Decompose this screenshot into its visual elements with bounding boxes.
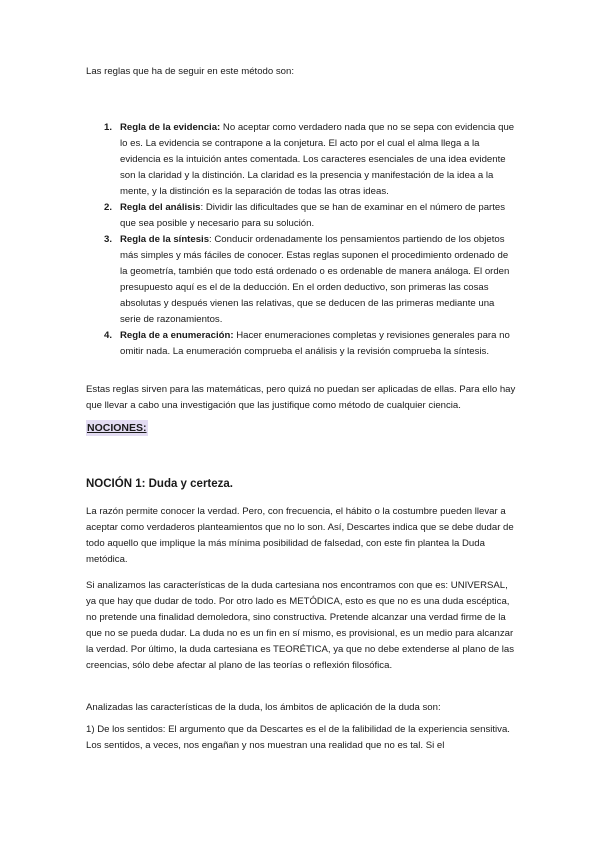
paragraph-razon: La razón permite conocer la verdad. Pero, con frecuencia, el hábito o la costumbre pueden llevar a aceptar como verdaderos planteamientos que no lo son. Así, Descartes indica que se debe dudar de todo aquello que implique la más mínima posibilidad de falsedad, con este fin plantea la Duda metódica. (86, 506, 514, 565)
rule-number: 4. (104, 330, 113, 341)
paragraph-caracteristicas: Si analizamos las características de la duda cartesiana nos encontramos con que es: UNIVERSAL, ya que hay que dudar de todo. Por otro lado es METÓDICA, esto es que no es una duda escéptica, no pretende una finalidad demoledora, sino constructiva. Pretende alcanzar una verdad firme de la que no se pueda dudar. La duda no es un fin en sí mismo, es provisional, es un medio para alcanzar la verdad. Por último, la duda cartesiana es TEORÉTICA, ya que no debe extenderse al plano de las creencias, sólo debe afectar al plano de las teorías o reflexión filosófica. (86, 580, 515, 671)
rule-text: No aceptar como verdadero nada que no se sepa con evidencia que lo es. La evidencia se contrapone a la conjetura. El acto por el cual el alma llega a la evidencia es la intuición antes comentada. Los caracteres esenciales de una idea evidente son la claridad y la distinción. La claridad es la presencia y manifestación de la idea a la mente, y la distinción es la separación de todas las otras ideas. (120, 122, 515, 197)
rule-text: Hacer enumeraciones completas y revisiones generales para no omitir nada. La enumeración comprueba el análisis y la revisión comprueba la síntesis. (120, 330, 510, 357)
rule-number: 1. (104, 122, 113, 133)
paragraph-sentidos: 1) De los sentidos: El argumento que da Descartes es el de la falibilidad de la experiencia sensitiva. Los sentidos, a veces, nos engañan y nos muestran una realidad que no es tal. Si el (86, 724, 510, 751)
rule-title: Regla del análisis (120, 202, 201, 213)
rule-enumeracion (0, 328, 516, 360)
rule-text: : Dividir las dificultades que se han de examinar en el número de partes que sea posible y necesario para su solución. (120, 202, 506, 229)
rule-title: Regla de la evidencia: (120, 122, 221, 133)
rule-evidencia (0, 120, 516, 200)
rule-title: Regla de la síntesis (120, 234, 210, 245)
rule-number: 2. (104, 202, 113, 213)
notion-1-title: NOCIÓN 1: Duda y certeza. (86, 478, 233, 490)
rule-text: : Conducir ordenadamente los pensamientos partiendo de los objetos más simples y más fáciles de conocer. Estas reglas suponen el procedimiento ordenado de la geometría, también que todo está ordenado o es ordenable de manera análoga. El orden presupuesto aquí es el de la deducción. En el orden deductivo, son primeras las cosas absolutas y después vienen las relativas, que se deducen de las primeras mediante una serie de razonamientos. (120, 234, 510, 325)
rule-title: Regla de a enumeración: (120, 330, 234, 341)
intro-text: Las reglas que ha de seguir en este método son: (86, 66, 295, 77)
paragraph-ambitos: Analizadas las características de la duda, los ámbitos de aplicación de la duda son: (86, 702, 441, 713)
summary-paragraph: Estas reglas sirven para las matemáticas, pero quizá no puedan ser aplicadas de ellas. Para ello hay que llevar a cabo una investigación que las justifique como método de cualquier ciencia. (86, 384, 516, 411)
nociones-heading: NOCIONES: (87, 422, 147, 434)
rule-sintesis (0, 232, 516, 328)
rule-analisis (0, 200, 516, 232)
rules-list (0, 120, 600, 360)
rule-number: 3. (104, 234, 113, 245)
